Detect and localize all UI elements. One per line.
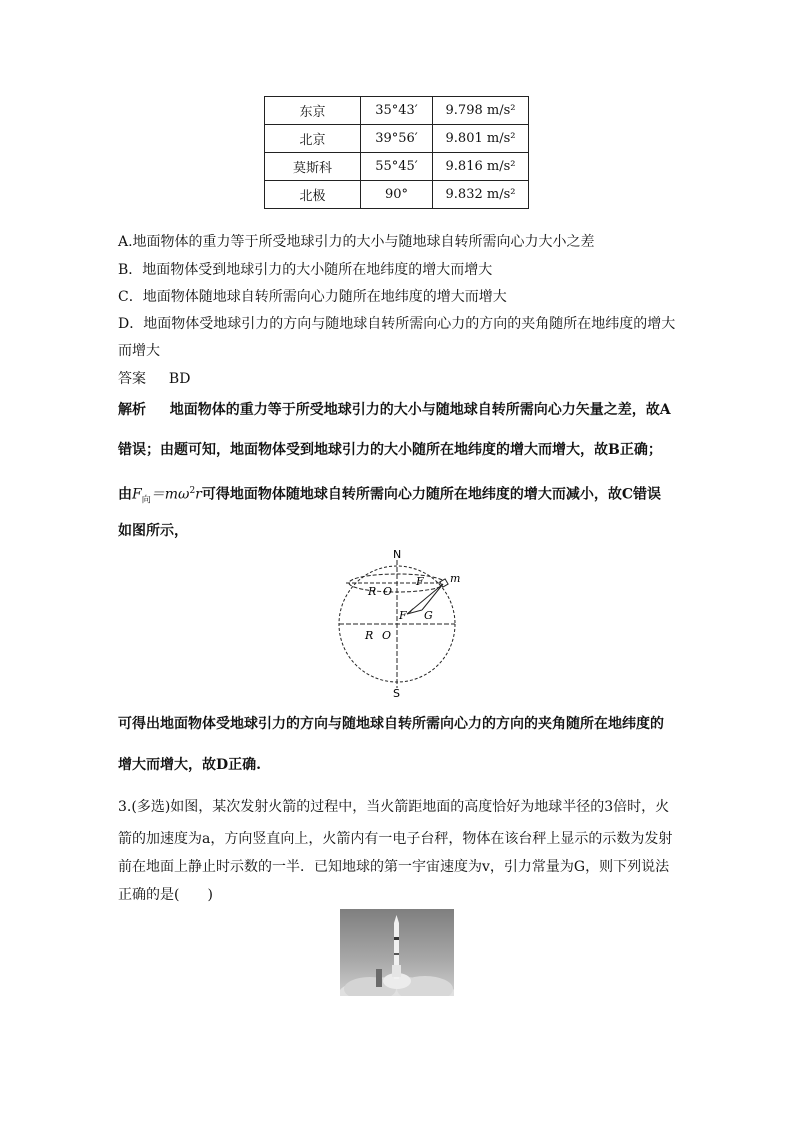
table-cell-gravity: 9.816 m/s²: [433, 153, 529, 181]
analysis-line2: 错误；由题可知，地面物体受到地球引力的大小随所在地纬度的增大而增大，故B正确；: [118, 442, 662, 458]
analysis-text: 地面物体的重力等于所受地球引力的大小与随地球自转所需向心力矢量之差，故A: [169, 402, 671, 418]
analysis-line6: 增大而增大，故D正确.: [118, 757, 262, 773]
analysis-text: 可得地面物体随地球自转所需向心力随所在地纬度的增大而减小，故C错误: [201, 486, 662, 503]
table-cell-gravity: 9.798 m/s²: [433, 97, 529, 125]
mass-label: m: [450, 572, 461, 585]
table-cell-gravity: 9.832 m/s²: [433, 181, 529, 209]
table-row: [265, 97, 529, 125]
north-label: N: [393, 548, 402, 561]
analysis-line4: 如图所示，: [118, 523, 188, 539]
analysis-text: 由: [118, 486, 132, 503]
option-d-line2: 而增大: [118, 343, 160, 359]
formula-sub: 向: [141, 495, 151, 506]
south-label: S: [393, 687, 400, 700]
table-cell-gravity: 9.801 m/s²: [433, 125, 529, 153]
table-cell-latitude: 55°45′: [361, 153, 433, 181]
rocket-launch-photo: [340, 909, 454, 996]
option-c: C．地面物体随地球自转所需向心力随所在地纬度的增大而增大: [118, 289, 507, 305]
radius-label: R: [365, 629, 374, 642]
question3-line3: 前在地面上静止时示数的一半．已知地球的第一宇宙速度为v，引力常量为G，则下列说法: [118, 859, 670, 875]
force-label-2: F: [399, 609, 407, 622]
table-cell-latitude: 39°56′: [361, 125, 433, 153]
force-label: F: [416, 575, 424, 588]
formula-exp: 2: [189, 486, 196, 496]
formula-f: F: [132, 486, 142, 503]
table-cell-latitude: 90°: [361, 181, 433, 209]
option-b: B．地面物体受到地球引力的大小随所在地纬度的增大而增大: [118, 262, 493, 278]
question3-line2: 箭的加速度为a，方向竖直向上，火箭内有一电子台秤，物体在该台秤上显示的示数为发射: [118, 831, 673, 847]
table-cell-latitude: 35°43′: [361, 97, 433, 125]
table-cell-place: 东京: [265, 97, 361, 125]
table-row: [265, 153, 529, 181]
analysis-line1: [118, 400, 671, 420]
question3-line1: 3.(多选)如图，某次发射火箭的过程中，当火箭距地面的高度恰好为地球半径的3倍时，火: [118, 799, 670, 815]
analysis-line5: 可得出地面物体受地球引力的方向与随地球自转所需向心力的方向的夹角随所在地纬度的: [118, 716, 664, 732]
latitude-gravity-table: [264, 96, 529, 209]
question3-line4: 正确的是( ): [118, 887, 213, 903]
option-a: A.地面物体的重力等于所受地球引力的大小与随地球自转所需向心力大小之差: [118, 234, 595, 250]
answer-label: 答案: [118, 371, 146, 387]
formula-r: r: [195, 486, 202, 503]
table-row: [265, 181, 529, 209]
center-label: O: [382, 629, 392, 642]
answer-line: [118, 369, 190, 389]
gravity-label: G: [424, 609, 433, 622]
table-cell-place: 北极: [265, 181, 361, 209]
formula-body: ＝mω: [150, 486, 190, 503]
option-d-line1: D．地面物体受地球引力的方向与随地球自转所需向心力的方向的夹角随所在地纬度的增大: [118, 316, 676, 332]
analysis-label: 解析: [118, 402, 146, 418]
weight-vector: [422, 584, 443, 610]
table-cell-place: 北京: [265, 125, 361, 153]
table-row: [265, 125, 529, 153]
center-label-small: O: [383, 585, 393, 598]
radius-label-small: R: [368, 585, 377, 598]
analysis-line3: [118, 481, 661, 510]
table-cell-place: 莫斯科: [265, 153, 361, 181]
answer-value: BD: [168, 371, 191, 387]
earth-force-diagram: [328, 546, 468, 702]
